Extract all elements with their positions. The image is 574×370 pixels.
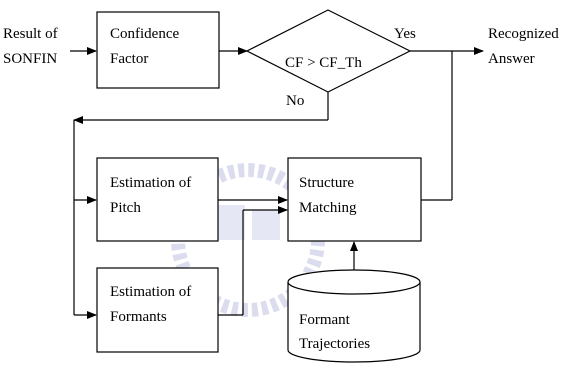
structure-label-line1: Structure (299, 175, 354, 191)
confidence-label-line2: Factor (110, 51, 149, 67)
decision-label: CF > CF_Th (285, 55, 362, 71)
no-label: No (286, 93, 305, 109)
formant-trajectories-database (288, 270, 420, 362)
structure-label-line2: Matching (299, 200, 357, 216)
formants-label-line1: Estimation of (110, 284, 192, 300)
estimation-pitch-box (97, 158, 218, 241)
watermark-year: 1896 (232, 260, 258, 275)
input-label-line2: SONFIN (3, 51, 58, 67)
estimation-formants-box (97, 268, 218, 352)
decision-diamond (247, 10, 410, 92)
pitch-label-line2: Pitch (110, 200, 141, 216)
yes-label: Yes (394, 26, 416, 42)
formants-label-line2: Formants (110, 309, 167, 325)
confidence-factor-box (97, 12, 219, 88)
structure-matching-box (288, 158, 421, 241)
database-label-line2: Trajectories (299, 336, 371, 352)
output-label-line2: Answer (488, 51, 535, 67)
confidence-label-line1: Confidence (110, 26, 180, 42)
output-label-line1: Recognized (488, 26, 559, 42)
pitch-label-line1: Estimation of (110, 175, 192, 191)
database-label-line1: Formant (299, 312, 350, 328)
input-label-line1: Result of (3, 26, 58, 42)
